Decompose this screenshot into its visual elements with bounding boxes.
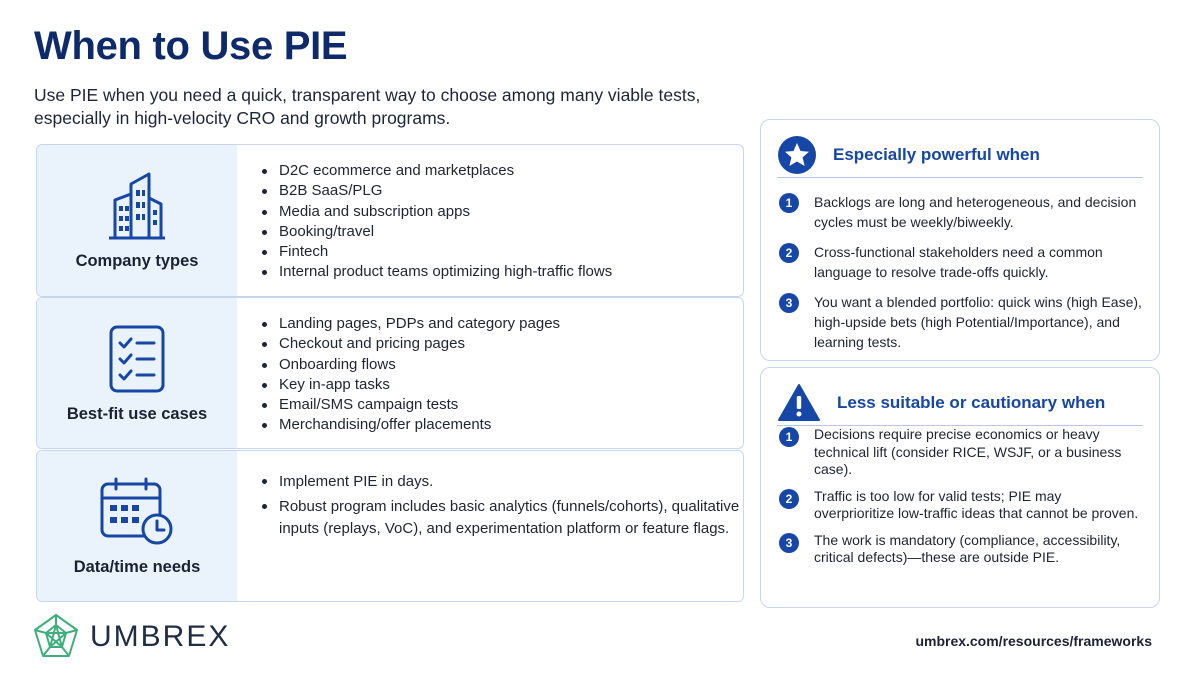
number-badge: 3 — [779, 533, 799, 553]
list-item: 1 Backlogs are long and heterogeneous, and decision cycles must be weekly/biweekly. — [779, 192, 1143, 232]
list-item: Booking/travel — [259, 222, 743, 242]
row-company-types — [36, 144, 744, 297]
umbrex-logo — [32, 613, 230, 661]
checklist-icon — [107, 323, 167, 395]
calendar-clock-icon — [98, 476, 176, 548]
list-item: 3 You want a blended portfolio: quick wins (high Ease), high-upside bets (high Potential/Importance), and learning tests. — [779, 292, 1143, 352]
page-subtitle: Use PIE when you need a quick, transparent way to choose among many viable tests, especially in high-velocity CRO and growth programs. — [34, 85, 701, 128]
list-item: Onboarding flows — [259, 355, 743, 375]
footer-url-link[interactable]: umbrex.com/resources/frameworks — [915, 633, 1152, 649]
star-icon — [777, 135, 817, 175]
card-title: Less suitable or cautionary when — [837, 392, 1106, 412]
brand-name: UMBREX — [90, 620, 231, 653]
warning-icon — [777, 383, 821, 423]
list-item: Implement PIE in days. — [259, 471, 743, 493]
list-item: Landing pages, PDPs and category pages — [259, 314, 743, 334]
row-label: Company types — [75, 252, 199, 270]
list-item: Key in-app tasks — [259, 375, 743, 395]
list-item: Internal product teams optimizing high-traffic flows — [259, 262, 743, 282]
bullet-list — [259, 161, 743, 283]
number-badge: 1 — [779, 427, 799, 447]
list-item: Fintech — [259, 242, 743, 262]
row-label: Data/time needs — [73, 557, 201, 576]
list-item: D2C ecommerce and marketplaces — [259, 161, 743, 181]
numbered-list — [779, 192, 1143, 352]
number-badge: 2 — [779, 243, 799, 263]
cautionary-when-card — [760, 367, 1160, 608]
list-item: B2B SaaS/PLG — [259, 181, 743, 201]
number-badge: 1 — [779, 193, 799, 213]
list-item: 1 Decisions require precise economics or heavy technical lift (consider RICE, WSJF, or a business case). — [779, 426, 1143, 479]
row-best-fit-use-cases — [36, 297, 744, 449]
list-item: Email/SMS campaign tests — [259, 395, 743, 415]
row-label: Best-fit use cases — [66, 404, 208, 423]
list-item: Robust program includes basic analytics (funnels/cohorts), qualitative inputs (replays, VoC), and experimentation platform or feature flags. — [259, 496, 743, 540]
list-item: Media and subscription apps — [259, 202, 743, 222]
powerful-when-card — [760, 119, 1160, 361]
list-item: Merchandising/offer placements — [259, 415, 743, 435]
list-item: Checkout and pricing pages — [259, 334, 743, 354]
list-item: 2 Traffic is too low for valid tests; PIE may overprioritize low-traffic ideas that cannot be proven. — [779, 488, 1143, 523]
card-title: Especially powerful when — [833, 144, 1040, 164]
list-item: 2 Cross-functional stakeholders need a common language to resolve trade-offs quickly. — [779, 242, 1143, 282]
bullet-list — [259, 471, 743, 540]
page-title: When to Use PIE — [34, 24, 348, 68]
number-badge: 3 — [779, 293, 799, 313]
buildings-icon — [101, 170, 173, 242]
number-badge: 2 — [779, 489, 799, 509]
list-item: 3 The work is mandatory (compliance, accessibility, critical defects)—these are outside PIE. — [779, 532, 1143, 567]
numbered-list — [779, 426, 1143, 567]
row-data-time-needs — [36, 450, 744, 602]
umbrex-logo-icon — [32, 613, 80, 661]
bullet-list — [259, 314, 743, 436]
